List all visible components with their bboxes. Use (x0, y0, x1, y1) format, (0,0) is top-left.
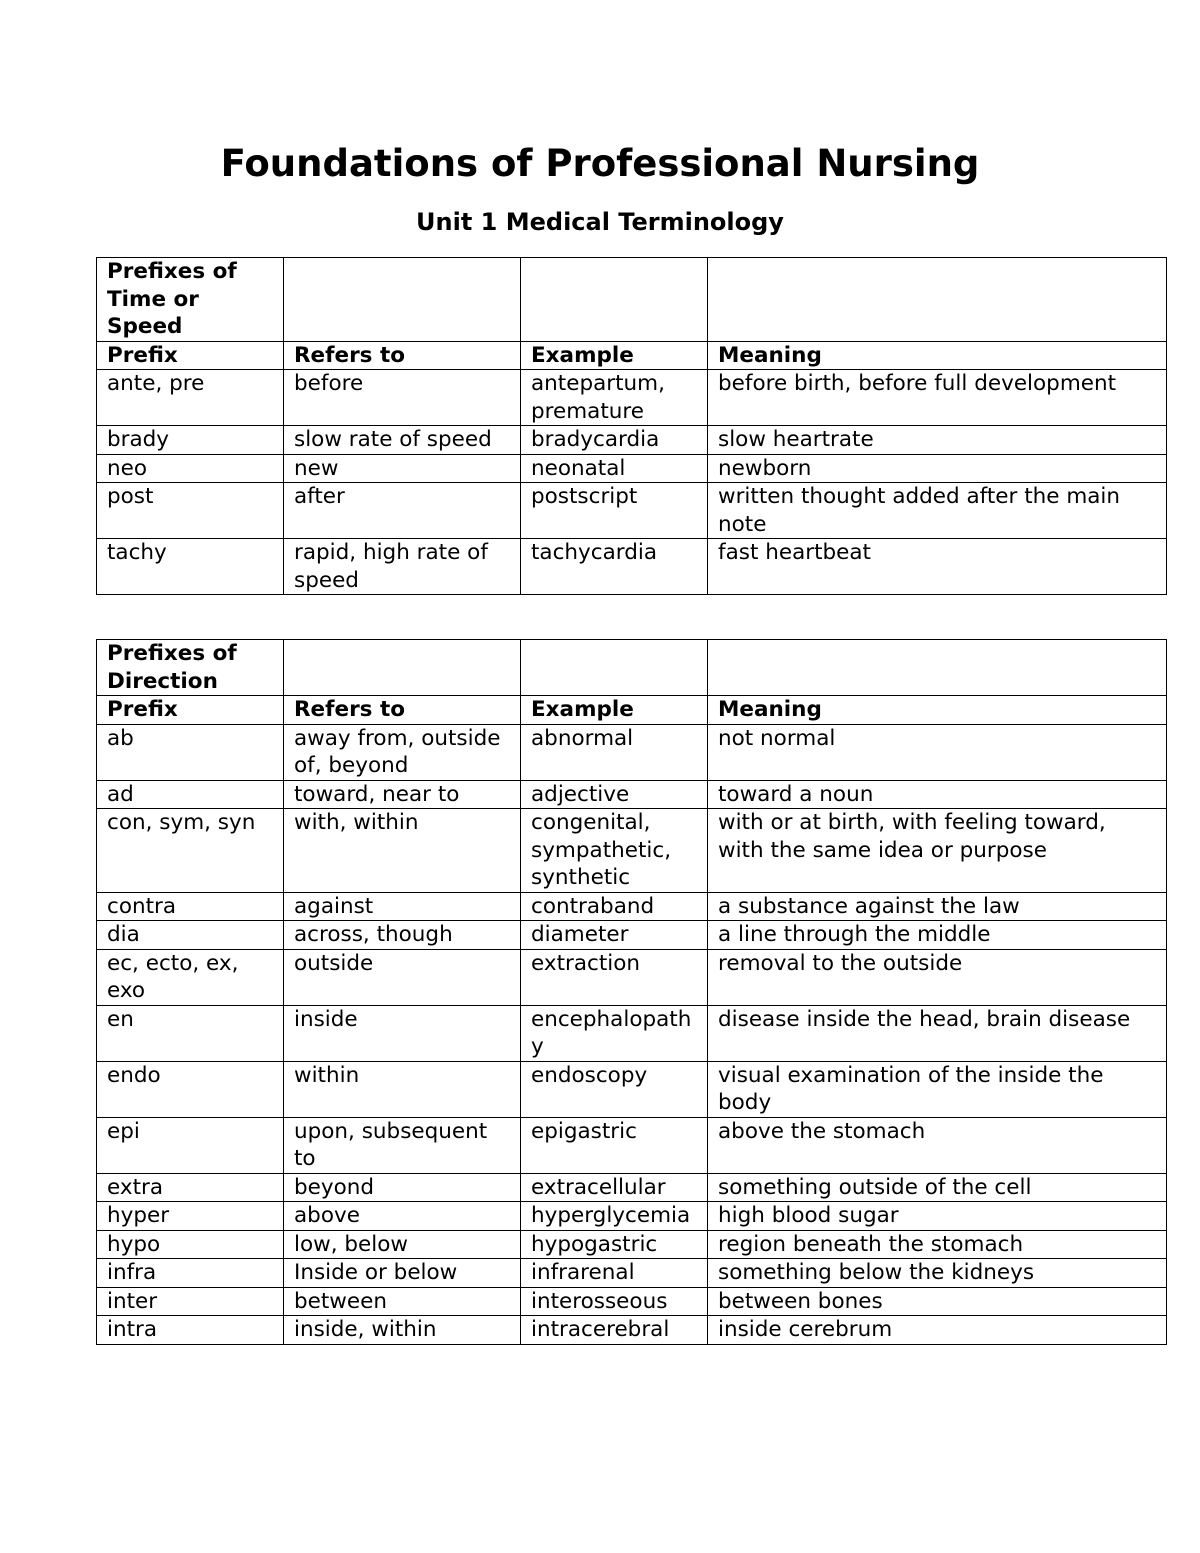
refers-to-cell: inside, within (284, 1316, 521, 1345)
prefix-cell: neo (97, 454, 284, 483)
refers-to-cell: above (284, 1202, 521, 1231)
prefix-cell: en (97, 1005, 284, 1061)
example-cell: adjective (521, 780, 708, 809)
meaning-cell: removal to the outside (708, 949, 1167, 1005)
prefix-cell: epi (97, 1117, 284, 1173)
refers-to-cell: low, below (284, 1230, 521, 1259)
table-row (97, 1287, 1167, 1316)
prefix-cell: hypo (97, 1230, 284, 1259)
document-subtitle: Unit 1 Medical Terminology (416, 208, 784, 236)
prefix-cell: con, sym, syn (97, 809, 284, 893)
prefix-cell: brady (97, 426, 284, 455)
prefix-cell: intra (97, 1316, 284, 1345)
empty-cell (284, 258, 521, 342)
table-row (97, 370, 1167, 426)
table-row (97, 809, 1167, 893)
table-row (97, 1061, 1167, 1117)
refers-to-cell: outside (284, 949, 521, 1005)
table-row (97, 1316, 1167, 1345)
example-cell: hyperglycemia (521, 1202, 708, 1231)
prefix-cell: ad (97, 780, 284, 809)
table-row (97, 1202, 1167, 1231)
example-cell: tachycardia (521, 539, 708, 595)
prefix-cell: ante, pre (97, 370, 284, 426)
refers-to-cell: slow rate of speed (284, 426, 521, 455)
refers-to-cell: across, though (284, 921, 521, 950)
meaning-cell: written thought added after the main note (708, 483, 1167, 539)
table-row (97, 892, 1167, 921)
refers-to-cell: upon, subsequent to (284, 1117, 521, 1173)
refers-to-cell: with, within (284, 809, 521, 893)
example-cell: abnormal (521, 724, 708, 780)
example-cell: extraction (521, 949, 708, 1005)
meaning-cell: a substance against the law (708, 892, 1167, 921)
column-header: Example (521, 341, 708, 370)
example-cell: diameter (521, 921, 708, 950)
header-row (97, 696, 1167, 725)
refers-to-cell: between (284, 1287, 521, 1316)
prefix-cell: infra (97, 1259, 284, 1288)
meaning-cell: visual examination of the inside the body (708, 1061, 1167, 1117)
prefix-cell: extra (97, 1173, 284, 1202)
example-cell: infrarenal (521, 1259, 708, 1288)
column-header: Meaning (708, 696, 1167, 725)
table-row (97, 483, 1167, 539)
meaning-cell: slow heartrate (708, 426, 1167, 455)
table-row (97, 426, 1167, 455)
refers-to-cell: inside (284, 1005, 521, 1061)
category-row (97, 258, 1167, 342)
meaning-cell: toward a noun (708, 780, 1167, 809)
table-row (97, 454, 1167, 483)
column-header: Refers to (284, 341, 521, 370)
prefix-cell: inter (97, 1287, 284, 1316)
refers-to-cell: before (284, 370, 521, 426)
meaning-cell: between bones (708, 1287, 1167, 1316)
column-header: Refers to (284, 696, 521, 725)
example-cell: contraband (521, 892, 708, 921)
table-row (97, 724, 1167, 780)
header-row (97, 341, 1167, 370)
column-header: Prefix (97, 696, 284, 725)
prefix-cell: dia (97, 921, 284, 950)
meaning-cell: newborn (708, 454, 1167, 483)
refers-to-cell: after (284, 483, 521, 539)
table-row (97, 1259, 1167, 1288)
example-cell: epigastric (521, 1117, 708, 1173)
refers-to-cell: within (284, 1061, 521, 1117)
refers-to-cell: new (284, 454, 521, 483)
example-cell: neonatal (521, 454, 708, 483)
table-row (97, 539, 1167, 595)
prefix-cell: tachy (97, 539, 284, 595)
meaning-cell: not normal (708, 724, 1167, 780)
empty-cell (708, 640, 1167, 696)
refers-to-cell: away from, outside of, beyond (284, 724, 521, 780)
empty-cell (521, 640, 708, 696)
table-category-title: Prefixes of Time or Speed (97, 258, 284, 342)
prefix-cell: post (97, 483, 284, 539)
meaning-cell: something below the kidneys (708, 1259, 1167, 1288)
meaning-cell: region beneath the stomach (708, 1230, 1167, 1259)
table-row (97, 1230, 1167, 1259)
meaning-cell: disease inside the head, brain disease (708, 1005, 1167, 1061)
meaning-cell: with or at birth, with feeling toward, with the same idea or purpose (708, 809, 1167, 893)
meaning-cell: before birth, before full development (708, 370, 1167, 426)
table-row (97, 1173, 1167, 1202)
meaning-cell: inside cerebrum (708, 1316, 1167, 1345)
empty-cell (521, 258, 708, 342)
column-header: Prefix (97, 341, 284, 370)
example-cell: interosseous (521, 1287, 708, 1316)
table-row (97, 1005, 1167, 1061)
prefix-cell: ab (97, 724, 284, 780)
example-cell: antepartum, premature (521, 370, 708, 426)
meaning-cell: something outside of the cell (708, 1173, 1167, 1202)
document-title: Foundations of Professional Nursing (220, 142, 980, 185)
prefix-cell: hyper (97, 1202, 284, 1231)
refers-to-cell: beyond (284, 1173, 521, 1202)
column-header: Meaning (708, 341, 1167, 370)
table-category-title: Prefixes of Direction (97, 640, 284, 696)
empty-cell (284, 640, 521, 696)
prefix-cell: contra (97, 892, 284, 921)
meaning-cell: high blood sugar (708, 1202, 1167, 1231)
example-cell: extracellular (521, 1173, 708, 1202)
example-cell: intracerebral (521, 1316, 708, 1345)
refers-to-cell: rapid, high rate of speed (284, 539, 521, 595)
example-cell: endoscopy (521, 1061, 708, 1117)
table-row (97, 921, 1167, 950)
prefix-cell: endo (97, 1061, 284, 1117)
example-cell: bradycardia (521, 426, 708, 455)
table-row (97, 949, 1167, 1005)
category-row (97, 640, 1167, 696)
refers-to-cell: Inside or below (284, 1259, 521, 1288)
time-speed-prefix-table (96, 257, 1167, 595)
meaning-cell: above the stomach (708, 1117, 1167, 1173)
prefix-cell: ec, ecto, ex, exo (97, 949, 284, 1005)
table-row (97, 1117, 1167, 1173)
example-cell: congenital, sympathetic, synthetic (521, 809, 708, 893)
column-header: Example (521, 696, 708, 725)
example-cell: encephalopathy (521, 1005, 708, 1061)
empty-cell (708, 258, 1167, 342)
table-row (97, 780, 1167, 809)
meaning-cell: fast heartbeat (708, 539, 1167, 595)
refers-to-cell: toward, near to (284, 780, 521, 809)
example-cell: postscript (521, 483, 708, 539)
refers-to-cell: against (284, 892, 521, 921)
meaning-cell: a line through the middle (708, 921, 1167, 950)
example-cell: hypogastric (521, 1230, 708, 1259)
direction-prefix-table (96, 639, 1167, 1345)
